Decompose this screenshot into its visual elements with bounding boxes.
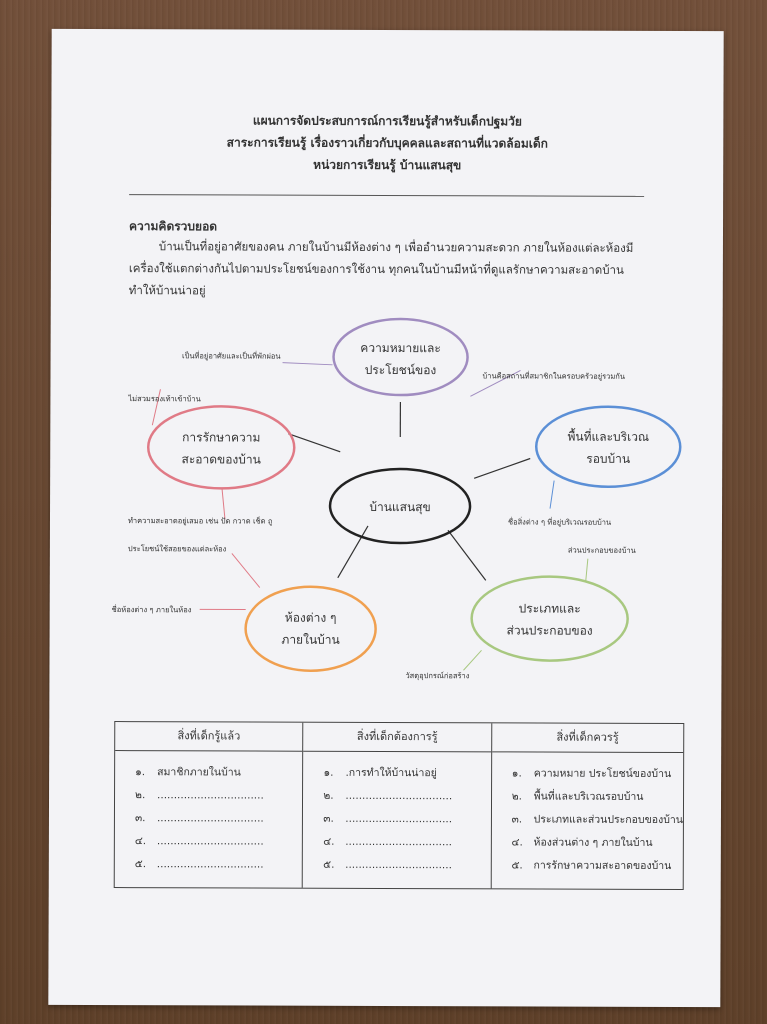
column-header: สิ่งที่เด็กควรรู้ <box>492 723 683 753</box>
note-meaning-left: เป็นที่อยู่อาศัยและเป็นที่พักผ่อน <box>182 351 281 361</box>
meaning-label-1: ความหมายและ <box>360 340 441 356</box>
item-text: ................................ <box>345 835 453 849</box>
item-number: ๓. <box>134 812 146 825</box>
types-node <box>472 576 628 661</box>
table-row <box>512 785 683 809</box>
note-area: ชื่อสิ่งต่าง ๆ ที่อยู่บริเวณรอบบ้าน <box>507 517 612 527</box>
area-label-1: พื้นที่และบริเวณ <box>567 429 650 444</box>
item-text: ................................ <box>345 858 452 872</box>
item-number: ๕. <box>323 858 335 871</box>
note-clean-bottom: ทำความสะอาดอยู่เสมอ เช่น ปัด กวาด เช็ด ถู <box>127 516 273 526</box>
item-text: ................................ <box>156 835 264 848</box>
item-text: ................................ <box>345 789 453 803</box>
header-divider <box>129 194 644 197</box>
item-text: ................................ <box>157 789 264 802</box>
clean-label-1: การรักษาความ <box>182 430 261 445</box>
paper-sheet <box>48 29 723 1007</box>
item-text: สมาชิกภายในบ้าน <box>157 766 241 779</box>
table-row <box>323 762 490 786</box>
table-column-want <box>303 723 492 889</box>
item-text: ................................ <box>345 812 453 826</box>
meaning-label-2: ประโยชน์ของ <box>364 362 437 378</box>
item-number: ๔. <box>134 835 147 848</box>
item-text: ประเภทและส่วนประกอบของบ้าน <box>533 813 683 827</box>
item-text: พื้นที่และบริเวณรอบบ้าน <box>533 790 644 803</box>
item-number: ๓. <box>511 813 523 826</box>
item-number: ๑. <box>511 767 522 780</box>
item-number: ๔. <box>511 836 523 849</box>
table-row <box>323 831 490 855</box>
summary-title: ความคิดรวบยอด <box>128 219 218 234</box>
table-column-should <box>491 723 683 889</box>
table-row <box>511 854 682 878</box>
item-number: ๓. <box>323 812 334 825</box>
note-clean-top: ไม่สวมรองเท้าเข้าบ้าน <box>128 394 201 404</box>
rooms-node <box>245 587 375 671</box>
note-rooms-top: ประโยชน์ใช้สอยของแต่ละห้อง <box>127 544 227 554</box>
area-node <box>536 407 680 488</box>
item-number: ๕. <box>511 859 523 872</box>
rooms-label-1: ห้องต่าง ๆ <box>284 610 337 625</box>
item-text: ความหมาย ประโยชน์ของบ้าน <box>533 767 672 780</box>
table-row <box>323 808 490 832</box>
header-line-1: แผนการจัดประสบการณ์การเรียนรู้สำหรับเด็กปฐมวัย <box>252 113 522 129</box>
table-row <box>135 830 302 854</box>
header-line-3: หน่วยการเรียนรู้ บ้านแสนสุข <box>313 157 462 173</box>
note-types-bottom: วัสดุอุปกรณ์ก่อสร้าง <box>405 671 470 681</box>
item-number: ๒. <box>511 790 523 803</box>
table-row <box>135 784 302 808</box>
item-number: ๔. <box>323 835 335 848</box>
meaning-node <box>333 319 467 395</box>
learning-table <box>114 721 685 890</box>
item-text: .การทำให้บ้านน่าอยู่ <box>345 766 437 780</box>
note-types-top: ส่วนประกอบของบ้าน <box>567 545 636 555</box>
column-header: สิ่งที่เด็กรู้แล้ว <box>115 722 302 752</box>
item-number: ๕. <box>134 858 147 871</box>
note-meaning-right: บ้านคือสถานที่สมาชิกในครอบครัวอยู่รวมกัน <box>482 371 626 381</box>
types-label-1: ประเภทและ <box>518 601 581 616</box>
mind-map <box>49 289 722 691</box>
item-text: ................................ <box>156 812 264 825</box>
table-row <box>323 785 490 809</box>
connector-area <box>474 458 530 478</box>
table-row <box>135 761 302 785</box>
table-row <box>135 807 302 831</box>
table-column-known <box>115 722 304 888</box>
item-number: ๒. <box>323 789 334 802</box>
item-number: ๑. <box>135 766 146 779</box>
header-line-2: สาระการเรียนรู้ เรื่องราวเกี่ยวกับบุคคลและสถานที่แวดล้อมเด็ก <box>226 135 548 151</box>
column-header: สิ่งที่เด็กต้องการรู้ <box>304 723 491 753</box>
summary-body: บ้านเป็นที่อยู่อาศัยของคน ภายในบ้านมีห้องต่าง ๆ เพื่ออำนวยความสะดวก ภายในห้องแต่ละห้องมีเครื่องใช้แตกต่างกันไปตามประโยชน์ของการใช้งาน ทุกคนในบ้านมีหน้าที่ดูแลรักษาความสะอาดบ้านทำให้บ้านน่าอยู่ <box>128 239 634 298</box>
item-text: ห้องส่วนต่าง ๆ ภายในบ้าน <box>533 836 653 849</box>
item-number: ๑. <box>323 766 334 779</box>
connector-types <box>448 530 486 580</box>
rooms-label-2: ภายในบ้าน <box>281 632 340 647</box>
item-text: ................................ <box>156 858 264 871</box>
clean-node <box>148 406 294 489</box>
note-rooms-left: ชื่อห้องต่าง ๆ ภายในห้อง <box>111 605 192 615</box>
center-label: บ้านแสนสุข <box>369 499 431 515</box>
table-row <box>135 853 302 877</box>
clean-label-2: สะอาดของบ้าน <box>181 452 261 467</box>
area-label-2: รอบบ้าน <box>586 451 631 466</box>
item-text: การรักษาความสะอาดของบ้าน <box>533 859 672 872</box>
table-row <box>512 762 683 786</box>
table-row <box>323 854 490 878</box>
item-number: ๒. <box>135 789 146 802</box>
table-row <box>512 808 683 832</box>
types-label-2: ส่วนประกอบของ <box>506 623 593 638</box>
table-row <box>512 831 683 855</box>
connector-clean <box>288 434 340 452</box>
